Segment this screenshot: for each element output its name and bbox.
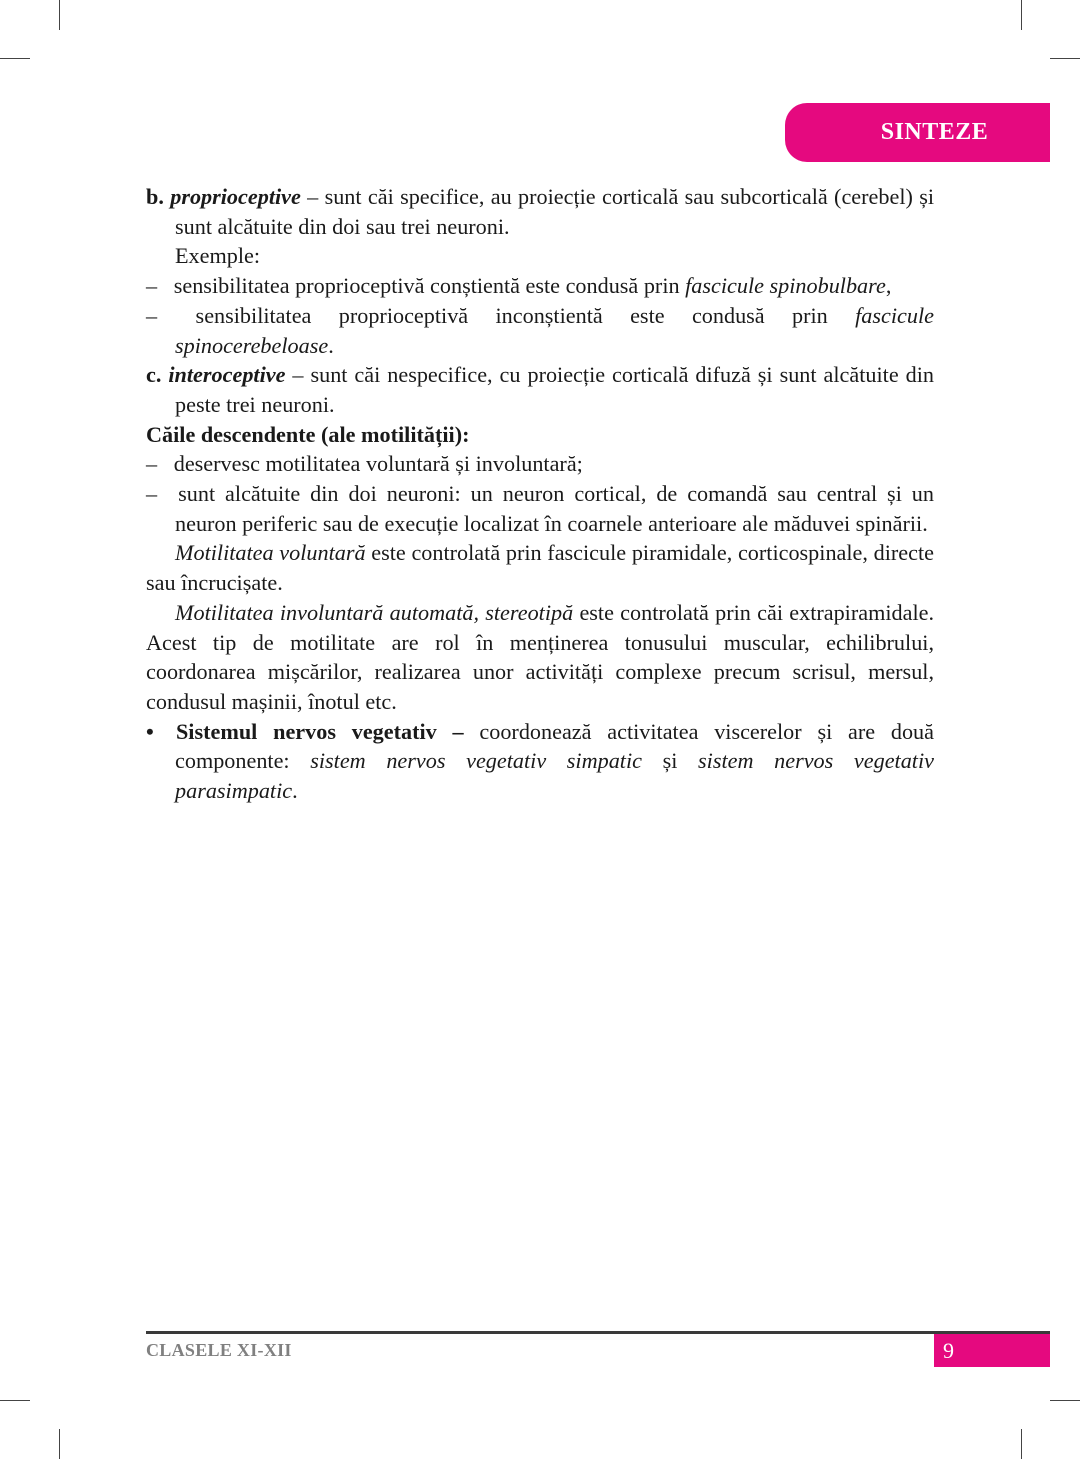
- text-run: b.: [146, 184, 171, 209]
- text-run: – sensibilitatea proprioceptivă conștientă este condusă prin: [146, 273, 686, 299]
- text-run: ,: [885, 273, 892, 299]
- text-run: – sunt alcătuite din doi neuroni: un neuron cortical, de comandă sau central și un neuron periferic sau de execuție localizat în coarnele anterioare ale măduvei spinării.: [146, 481, 934, 536]
- text-run: Motilitatea voluntară: [175, 540, 366, 566]
- text-run: interoceptive: [168, 362, 286, 388]
- paragraph: [146, 241, 934, 271]
- text-run: proprioceptive: [170, 184, 301, 209]
- paragraph: [146, 598, 934, 717]
- text-run: fascicule spinocerebeloase: [175, 302, 934, 358]
- text-run: .: [328, 332, 334, 358]
- paragraph: [146, 479, 934, 538]
- text-run: Motilitatea involuntară automată, stereotipă: [175, 599, 574, 625]
- body-text: [146, 182, 934, 806]
- text-run: Căile descendente (ale motilității):: [146, 421, 470, 447]
- text-run: fascicule spinobulbare: [685, 273, 886, 299]
- paragraph: [146, 360, 934, 419]
- footer-label: CLASELE XI-XII: [146, 1340, 292, 1360]
- crop-mark: [59, 0, 60, 30]
- text-run: sistem nervos vegetativ parasimpatic: [175, 748, 934, 804]
- paragraph: [146, 449, 934, 479]
- paragraph: [146, 271, 934, 301]
- text-run: Exemple:: [175, 243, 261, 269]
- text-run: coordonează activitatea viscerelor și are două componente:: [175, 718, 934, 774]
- crop-mark: [0, 58, 30, 59]
- text-run: este controlată prin căi extrapiramidale. Acest tip de motilitate are rol în menținerea tonusului muscular, echilibrului, coordonarea mișcărilor, realizarea unor activități complexe precum scrisul, mersul, condusul mașinii, înotul etc.: [146, 599, 935, 714]
- text-run: și: [641, 748, 699, 774]
- text-run: este controlată prin fascicule piramidale, corticospinale, directe sau încrucișate.: [146, 540, 934, 596]
- page-number: 9: [934, 1334, 1050, 1367]
- section-tab: SINTEZE: [785, 103, 1050, 162]
- text-run: sistem nervos vegetativ simpatic: [310, 748, 642, 774]
- crop-mark: [59, 1429, 60, 1459]
- text-run: c.: [146, 362, 169, 388]
- text-run: – sunt căi nespecifice, cu proiecție corticală difuză și sunt alcătuite din peste trei neuroni.: [175, 362, 934, 417]
- crop-mark: [1021, 1429, 1022, 1459]
- crop-mark: [1050, 1400, 1080, 1401]
- paragraph: [146, 717, 934, 806]
- paragraph: [146, 182, 934, 241]
- paragraph: [146, 420, 934, 450]
- text-run: Sistemul nervos vegetativ –: [175, 718, 464, 744]
- paragraph: [146, 301, 934, 360]
- crop-mark: [1021, 0, 1022, 30]
- text-run: •: [146, 718, 176, 744]
- text-run: – sunt căi specifice, au proiecție corticală sau subcorticală (cerebel) și sunt alcătuite din doi sau trei neuroni.: [175, 184, 934, 239]
- footer-divider: [146, 1331, 1050, 1334]
- text-run: – sensibilitatea proprioceptivă inconștientă este condusă prin: [146, 302, 856, 328]
- crop-mark: [1050, 58, 1080, 59]
- text-run: .: [292, 778, 298, 804]
- paragraph: [146, 538, 934, 597]
- crop-mark: [0, 1400, 30, 1401]
- text-run: – deservesc motilitatea voluntară și involuntară;: [146, 451, 583, 477]
